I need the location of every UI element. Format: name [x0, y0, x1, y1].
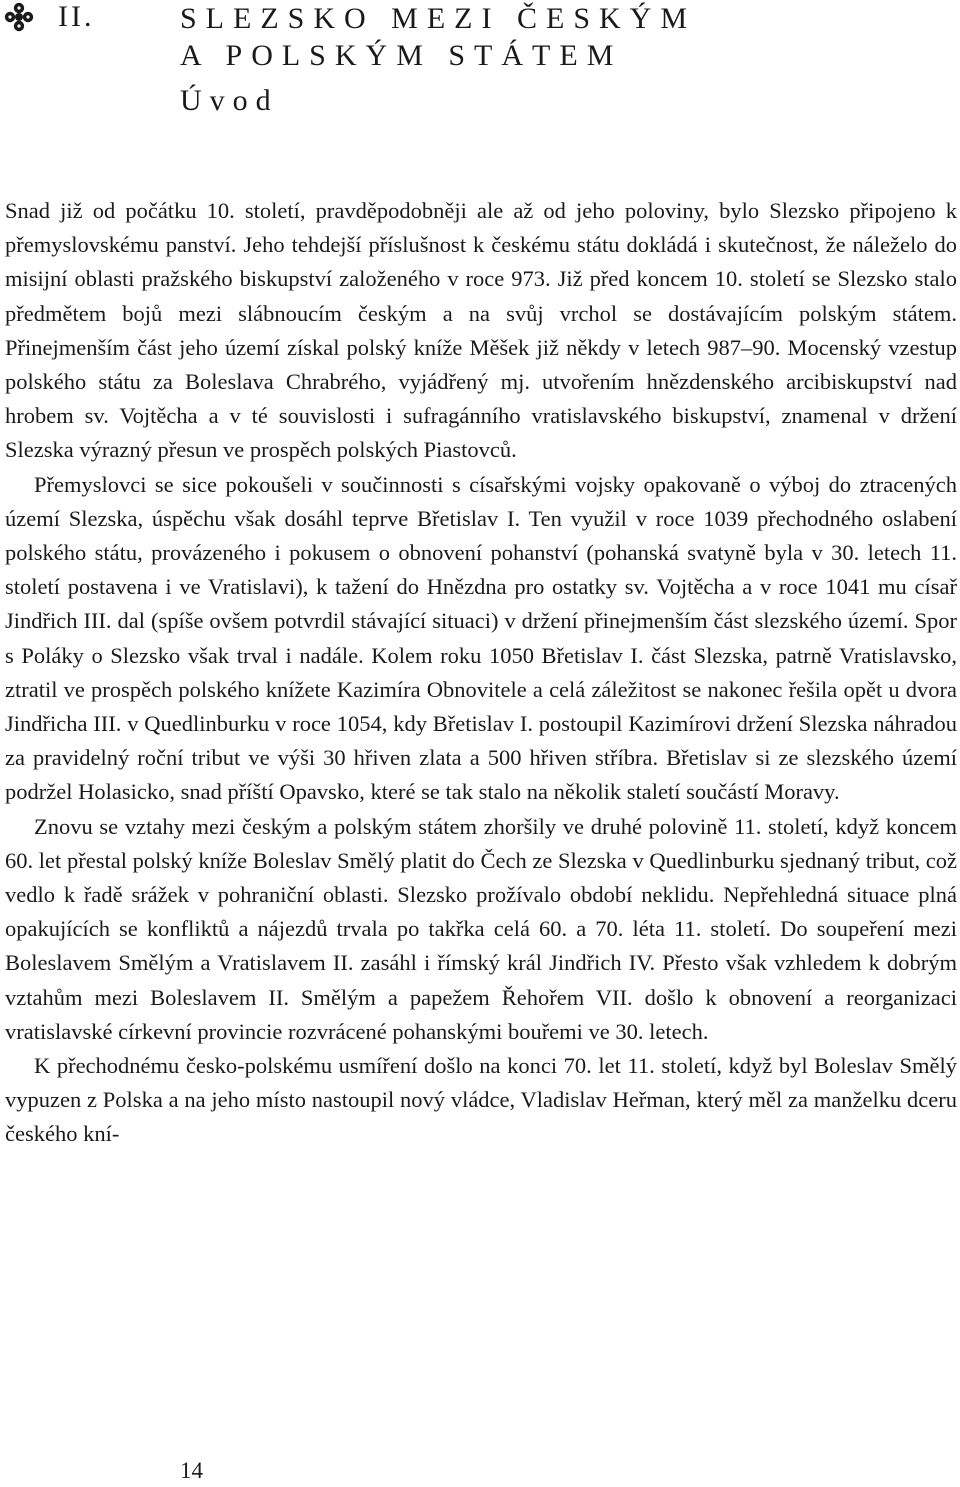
page-number: 14 [180, 1458, 203, 1483]
paragraph: Znovu se vztahy mezi českým a polským státem zhoršily ve druhé polovině 11. století, když koncem 60. let přestal polský kníže Boleslav Smělý platit do Čech ze Slezska v Quedlinburku sjednaný tribut, což vedlo k řadě srážek v pohraniční oblasti. Slezsko prožívalo období neklidu. Nepřehledná situace plná opakujících se konfliktů a nájezdů trvala po takřka celá 60. a 70. léta 11. století. Do soupeření mezi Boleslavem Smělým a Vratislavem II. zasáhl i římský král Jindřich IV. Přesto však vzhledem k dobrým vztahům mezi Boleslavem II. Smělým a papežem Řehořem VII. došlo k obnovení a reorganizaci vratislavské církevní provincie rozvrácené pohanskými bouřemi ve 30. letech. [5, 813, 957, 1044]
chapter-number: II. [58, 0, 95, 33]
paragraph: Snad již od počátku 10. století, pravděpodobněji ale až od jeho poloviny, bylo Slezsko připojeno k přemyslovskému panství. Jeho tehdejší příslušnost k českému státu dokládá i skutečnost, že náleželo do misijní oblasti pražského biskupství založeného v roce 973. Již před koncem 10. století se Slezsko stalo předmětem bojů mezi slábnoucím českým a na svůj vrchol se dostávajícím polským státem. Přinejmenším část jeho území získal polský kníže Měšek již někdy v letech 987–90. Mocenský vzestup polského státu za Boleslava Chrabrého, vyjádřený mj. utvořením hnězdenského arcibiskupství nad hrobem sv. Vojtěcha a v té souvislosti i sufragánního vratislavského biskupství, znamenal v držení Slezska výrazný přesun ve prospěch polských Piastovců. [5, 198, 957, 463]
section-title: Úvod [180, 84, 279, 117]
body-text [5, 194, 957, 1152]
chapter-header [0, 0, 960, 130]
paragraph: K přechodnému česko-polskému usmíření došlo na konci 70. let 11. století, když byl Boleslav Smělý vypuzen z Polska a na jeho místo nastoupil nový vládce, Vladislav Heřman, který měl za manželku dceru českého kní- [5, 1053, 957, 1147]
chapter-title [180, 0, 696, 74]
chapter-title-line-2: A POLSKÝM STÁTEM [180, 39, 623, 72]
paragraph: Přemyslovci se sice pokoušeli v součinnosti s císařskými vojsky opakovaně o výboj do ztracených území Slezska, úspěchu však dosáhl teprve Břetislav I. Ten využil v roce 1039 přechodného oslabení polského státu, provázeného i pokusem o obnovení pohanství (pohanská svatyně byla v 30. letech 11. století postavena i ve Vratislavi), k tažení do Hnězdna pro ostatky sv. Vojtěcha a v roce 1041 mu císař Jindřich III. dal (spíše ovšem potvrdil stávající situaci) v držení přinejmenším část slezského území. Spor s Poláky o Slezsko však trval i nadále. Kolem roku 1050 Břetislav I. část Slezska, patrně Vratislavsko, ztratil ve prospěch polského knížete Kazimíra Obnovitele a celá záležitost se nakonec řešila opět u dvora Jindřicha III. v Quedlinburku v roce 1054, kdy Břetislav I. postoupil Kazimírovi držení Slezska náhradou za pravidelný roční tribut ve výši 30 hřiven zlata a 500 hřiven stříbra. Břetislav si ze slezského území podržel Holasicko, snad příští Opavsko, které se tak stalo na několik staletí součástí Moravy. [5, 471, 957, 805]
chapter-title-line-1: SLEZSKO MEZI ČESKÝM [180, 2, 697, 35]
fleuron-icon [2, 2, 36, 32]
